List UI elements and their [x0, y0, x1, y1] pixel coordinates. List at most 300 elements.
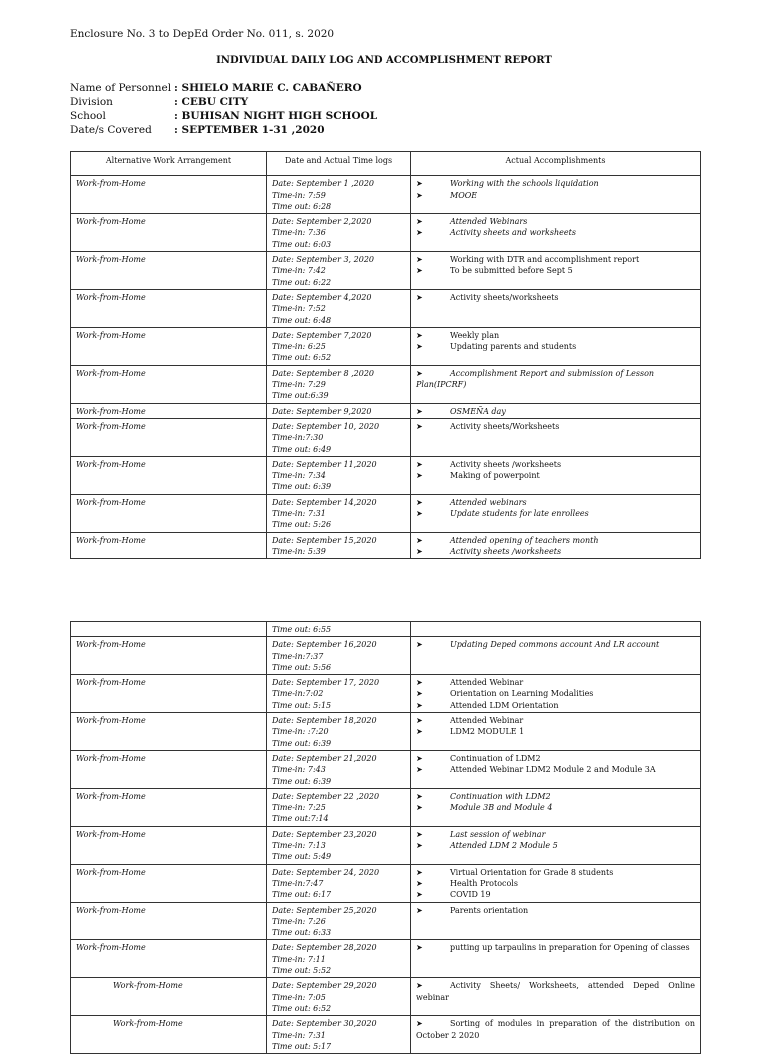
log-date: Date: September 24, 2020 [272, 867, 380, 877]
arrangement-cell [71, 403, 267, 418]
arrangement-cell [71, 418, 267, 456]
log-date: Date: September 30,2020 [272, 1019, 377, 1029]
accomplishment-item [416, 368, 695, 391]
log-date: Date: September 3, 2020 [272, 255, 374, 265]
log-time: Time-in:7:02 [272, 689, 324, 699]
col-header-time-logs: Date and Actual Time logs [267, 152, 411, 176]
log-time: Time out: 6:48 [272, 315, 332, 325]
log-date: Date: September 23,2020 [272, 829, 377, 839]
accomplishment-text: Continuation with LDM2 [450, 791, 551, 801]
log-time: Time out: 6:49 [272, 444, 332, 454]
accomplishment-text: Activity sheets and worksheets [450, 228, 576, 238]
accomplishments-cell [411, 675, 701, 713]
log-date: Date: September 25,2020 [272, 905, 377, 915]
accomplishment-text: To be submitted before Sept 5 [450, 266, 573, 276]
bullet-arrow-icon: ➤ [416, 471, 423, 481]
accomplishment-item [416, 700, 695, 711]
col-header-arrangement: Alternative Work Arrangement [71, 152, 267, 176]
log-time: Time out: 6:22 [272, 277, 332, 287]
arrangement-text: Work-from-Home [76, 640, 146, 650]
log-time: Time out: 5:56 [272, 662, 332, 672]
table-row [71, 456, 701, 494]
time-logs-cell [267, 532, 411, 559]
arrangement-cell [71, 940, 267, 978]
bullet-arrow-icon: ➤ [416, 509, 423, 519]
arrangement-text: Work-from-Home [76, 179, 146, 189]
arrangement-cell [71, 788, 267, 826]
accomplishments-cell [411, 622, 701, 637]
bullet-arrow-icon: ➤ [416, 342, 423, 352]
bullet-arrow-icon: ➤ [416, 678, 423, 688]
division-label: Division [70, 96, 113, 108]
log-date: Date: September 14,2020 [272, 497, 377, 507]
table-row [71, 532, 701, 559]
log-time: Time-in:7:47 [272, 878, 324, 888]
accomplishment-text: Orientation on Learning Modalities [450, 689, 594, 699]
log-time: Time-in: 7:36 [272, 228, 326, 238]
bullet-arrow-icon: ➤ [416, 406, 423, 416]
log-date: Date: September 8 ,2020 [272, 368, 374, 378]
log-time: Time-in: 7:31 [272, 1030, 326, 1040]
arrangement-cell [71, 252, 267, 290]
log-time: Time-in: 7:05 [272, 992, 326, 1002]
personnel-name-row [70, 82, 362, 94]
accomplishment-text: Sorting of modules in preparation of the distribution on October 2 2020 [416, 1019, 695, 1040]
log-time: Time-in: 6:25 [272, 342, 326, 352]
table-row [71, 327, 701, 365]
table-row [71, 214, 701, 252]
time-logs-cell [267, 365, 411, 403]
arrangement-cell [71, 494, 267, 532]
bullet-arrow-icon: ➤ [416, 716, 423, 726]
accomplishment-text: Update students for late enrollees [450, 509, 589, 519]
accomplishments-cell [411, 327, 701, 365]
accomplishment-text: Attended Webinar LDM2 Module 2 and Module 3A [450, 765, 656, 775]
accomplishment-text: Activity sheets /worksheets [450, 459, 562, 469]
accomplishment-item [416, 677, 695, 688]
time-logs-cell [267, 1016, 411, 1054]
log-date: Time out: 6:55 [272, 625, 332, 634]
bullet-arrow-icon: ➤ [416, 689, 423, 699]
school-label: School [70, 110, 106, 122]
log-date: Date: September 1 ,2020 [272, 179, 374, 189]
arrangement-cell [71, 675, 267, 713]
arrangement-text: Work-from-Home [76, 791, 146, 801]
log-time: Time-in: 7:29 [272, 380, 326, 390]
table-row [71, 622, 701, 637]
accomplishment-item [416, 726, 695, 737]
table-row [71, 750, 701, 788]
accomplishment-item [416, 753, 695, 764]
school-row [70, 110, 377, 122]
accomplishment-text: MOOE [450, 190, 478, 200]
table-row [71, 176, 701, 214]
arrangement-cell [71, 365, 267, 403]
accomplishment-item [416, 535, 695, 546]
log-time: Time out:7:14 [272, 814, 329, 824]
accomplishment-item [416, 227, 695, 238]
accomplishment-item [416, 254, 695, 265]
log-time: Time-in: 7:31 [272, 509, 326, 519]
accomplishment-text: Attended Webinar [450, 678, 524, 688]
arrangement-text: Work-from-Home [76, 905, 146, 915]
time-logs-cell [267, 418, 411, 456]
bullet-arrow-icon: ➤ [416, 1019, 423, 1029]
log-date: Date: September 2,2020 [272, 217, 372, 227]
arrangement-cell [71, 826, 267, 864]
table-row [71, 864, 701, 902]
bullet-arrow-icon: ➤ [416, 535, 423, 545]
log-time: Time-in: 7:52 [272, 304, 326, 314]
log-date: Date: September 15,2020 [272, 535, 377, 545]
accomplishments-cell [411, 713, 701, 751]
bullet-arrow-icon: ➤ [416, 190, 423, 200]
log-time: Time-in: 7:34 [272, 471, 326, 481]
accomplishment-item [416, 1018, 695, 1041]
accomplishments-cell [411, 456, 701, 494]
bullet-arrow-icon: ➤ [416, 266, 423, 276]
accomplishment-item [416, 639, 695, 650]
log-time: Time-in: :7:20 [272, 727, 329, 737]
log-date: Date: September 4,2020 [272, 292, 372, 302]
bullet-arrow-icon: ➤ [416, 841, 423, 851]
time-logs-cell [267, 826, 411, 864]
time-logs-cell [267, 940, 411, 978]
time-logs-cell [267, 214, 411, 252]
division-row [70, 96, 248, 108]
bullet-arrow-icon: ➤ [416, 640, 423, 650]
bullet-arrow-icon: ➤ [416, 791, 423, 801]
accomplishments-cell [411, 637, 701, 675]
dates-covered-row [70, 124, 325, 136]
accomplishments-cell [411, 176, 701, 214]
arrangement-text: Work-from-Home [76, 716, 146, 726]
accomplishments-cell [411, 940, 701, 978]
time-logs-cell [267, 456, 411, 494]
table-row [71, 403, 701, 418]
table-row [71, 826, 701, 864]
time-logs-cell [267, 622, 411, 637]
arrangement-cell [71, 176, 267, 214]
time-logs-cell [267, 675, 411, 713]
accomplishments-cell [411, 978, 701, 1016]
log-time: Time out: 6:03 [272, 239, 332, 249]
arrangement-text: Work-from-Home [76, 753, 146, 763]
accomplishment-text: Weekly plan [450, 330, 500, 340]
log-time: Time-in: 7:26 [272, 916, 326, 926]
log-time: Time-in: 7:13 [272, 841, 326, 851]
time-logs-cell [267, 403, 411, 418]
table-row [71, 252, 701, 290]
accomplishment-text: putting up tarpaulins in preparation for Opening of classes [450, 943, 690, 953]
time-logs-cell [267, 252, 411, 290]
log-time: Time out: 6:39 [272, 738, 332, 748]
table-row [71, 713, 701, 751]
log-table-page-1 [70, 151, 701, 559]
log-time: Time out: 6:28 [272, 201, 332, 211]
accomplishment-text: Attended LDM 2 Module 5 [450, 841, 558, 851]
log-time: Time-in: 7:59 [272, 190, 326, 200]
log-date: Date: September 17, 2020 [272, 678, 380, 688]
time-logs-cell [267, 289, 411, 327]
arrangement-text: Work-from-Home [76, 497, 146, 507]
dates-value: : SEPTEMBER 1-31 ,2020 [174, 124, 325, 136]
bullet-arrow-icon: ➤ [416, 765, 423, 775]
bullet-arrow-icon: ➤ [416, 228, 423, 238]
arrangement-text: Work-from-Home [76, 943, 146, 953]
accomplishment-text: Virtual Orientation for Grade 8 students [450, 867, 614, 877]
school-value: : BUHISAN NIGHT HIGH SCHOOL [174, 110, 378, 122]
bullet-arrow-icon: ➤ [416, 459, 423, 469]
accomplishment-text: COVID 19 [450, 890, 491, 900]
arrangement-cell [71, 750, 267, 788]
accomplishments-cell [411, 902, 701, 940]
time-logs-cell [267, 788, 411, 826]
accomplishment-text: Attended Webinar [450, 716, 524, 726]
time-logs-cell [267, 978, 411, 1016]
log-time: Time out: 5:17 [272, 1041, 332, 1051]
log-date: Date: September 18,2020 [272, 716, 377, 726]
arrangement-text: Work-from-Home [76, 459, 146, 469]
arrangement-text: Work-from-Home [76, 292, 146, 302]
table-row [71, 788, 701, 826]
log-time: Time-in: 7:25 [272, 803, 326, 813]
accomplishment-text: Attended LDM Orientation [450, 700, 559, 710]
log-table-body-1 [71, 176, 701, 559]
accomplishments-cell [411, 750, 701, 788]
col-header-accomplishments: Actual Accomplishments [411, 152, 701, 176]
time-logs-cell [267, 176, 411, 214]
accomplishment-text: Module 3B and Module 4 [450, 803, 553, 813]
accomplishment-item [416, 867, 695, 878]
accomplishments-cell [411, 788, 701, 826]
time-logs-cell [267, 494, 411, 532]
accomplishment-text: Activity sheets /worksheets [450, 546, 562, 556]
accomplishment-text: Activity sheets/Worksheets [450, 421, 560, 431]
log-date: Date: September 9,2020 [272, 406, 372, 416]
time-logs-cell [267, 902, 411, 940]
accomplishment-item [416, 688, 695, 699]
table-row [71, 675, 701, 713]
arrangement-cell [71, 902, 267, 940]
arrangement-cell [71, 456, 267, 494]
table-row [71, 494, 701, 532]
bullet-arrow-icon: ➤ [416, 890, 423, 900]
accomplishments-cell [411, 532, 701, 559]
accomplishment-text: Parents orientation [450, 905, 529, 915]
bullet-arrow-icon: ➤ [416, 368, 423, 378]
log-table-body-2 [71, 622, 701, 1054]
accomplishment-item [416, 715, 695, 726]
arrangement-text: Work-from-Home [76, 421, 146, 431]
table-row [71, 365, 701, 403]
log-time: Time out: 6:39 [272, 776, 332, 786]
log-time: Time out: 6:17 [272, 890, 332, 900]
accomplishment-item [416, 802, 695, 813]
arrangement-text: Work-from-Home [76, 368, 146, 378]
accomplishment-item [416, 330, 695, 341]
accomplishment-item [416, 178, 695, 189]
accomplishment-text: Attended opening of teachers month [450, 535, 599, 545]
accomplishment-item [416, 265, 695, 276]
accomplishment-item [416, 508, 695, 519]
accomplishment-text: Health Protocols [450, 878, 518, 888]
bullet-arrow-icon: ➤ [416, 727, 423, 737]
accomplishments-cell [411, 289, 701, 327]
accomplishment-item [416, 406, 695, 417]
bullet-arrow-icon: ➤ [416, 292, 423, 302]
accomplishment-text: Attended webinars [450, 497, 527, 507]
log-date: Date: September 28,2020 [272, 943, 377, 953]
accomplishment-item [416, 190, 695, 201]
accomplishment-item [416, 829, 695, 840]
table-row [71, 1016, 701, 1054]
arrangement-cell [71, 214, 267, 252]
log-date: Date: September 7,2020 [272, 330, 372, 340]
accomplishment-item [416, 292, 695, 303]
accomplishment-item [416, 905, 695, 916]
bullet-arrow-icon: ➤ [416, 878, 423, 888]
arrangement-text: Work-from-Home [76, 406, 146, 416]
log-time: Time out: 5:49 [272, 852, 332, 862]
log-time: Time out: 6:33 [272, 928, 332, 938]
accomplishment-text: Working with DTR and accomplishment report [450, 255, 640, 265]
accomplishment-item [416, 497, 695, 508]
accomplishment-item [416, 421, 695, 432]
arrangement-cell [71, 327, 267, 365]
bullet-arrow-icon: ➤ [416, 497, 423, 507]
log-time: Time out: 5:52 [272, 966, 332, 976]
bullet-arrow-icon: ➤ [416, 330, 423, 340]
table-row [71, 978, 701, 1016]
table-row [71, 902, 701, 940]
log-time: Time out: 5:26 [272, 520, 332, 530]
table-row [71, 940, 701, 978]
log-date: Date: September 16,2020 [272, 640, 377, 650]
arrangement-cell [71, 1016, 267, 1054]
arrangement-cell [71, 289, 267, 327]
arrangement-cell [71, 864, 267, 902]
accomplishment-item [416, 341, 695, 352]
accomplishments-cell [411, 403, 701, 418]
accomplishment-item [416, 889, 695, 900]
accomplishment-item [416, 764, 695, 775]
accomplishment-text: Updating Deped commons account And LR account [450, 640, 660, 650]
log-time: Time out: 6:52 [272, 1003, 332, 1013]
arrangement-text: Work-from-Home [76, 330, 146, 340]
bullet-arrow-icon: ➤ [416, 179, 423, 189]
bullet-arrow-icon: ➤ [416, 829, 423, 839]
arrangement-cell [71, 978, 267, 1016]
accomplishment-text: Accomplishment Report and submission of Lesson Plan(IPCRF) [416, 368, 655, 390]
accomplishment-item [416, 840, 695, 851]
name-value: : SHIELO MARIE C. CABAÑERO [174, 82, 362, 94]
accomplishment-item [416, 791, 695, 802]
division-value: : CEBU CITY [174, 96, 249, 108]
accomplishment-text: Activity sheets/worksheets [450, 292, 559, 302]
log-table-page-2 [70, 621, 701, 1054]
accomplishment-item [416, 942, 695, 953]
accomplishment-text: Updating parents and students [450, 342, 577, 352]
accomplishments-cell [411, 365, 701, 403]
accomplishment-item [416, 216, 695, 227]
accomplishments-cell [411, 1016, 701, 1054]
arrangement-text: Work-from-Home [113, 981, 183, 991]
arrangement-cell [71, 532, 267, 559]
log-date: Date: September 11,2020 [272, 459, 377, 469]
accomplishments-cell [411, 864, 701, 902]
dates-label: Date/s Covered [70, 124, 152, 136]
table-header-row [71, 152, 701, 176]
bullet-arrow-icon: ➤ [416, 753, 423, 763]
log-time: Time-in: 5:39 [272, 546, 326, 556]
accomplishment-text: Working with the schools liquidation [450, 179, 599, 189]
table-row [71, 637, 701, 675]
accomplishment-text: Last session of webinar [450, 829, 546, 839]
bullet-arrow-icon: ➤ [416, 255, 423, 265]
enclosure-note: Enclosure No. 3 to DepEd Order No. 011, s. 2020 [70, 28, 335, 40]
arrangement-text: Work-from-Home [76, 217, 146, 227]
bullet-arrow-icon: ➤ [416, 546, 423, 556]
log-time: Time-in: 7:43 [272, 765, 326, 775]
table-row [71, 289, 701, 327]
accomplishment-text: Attended Webinars [450, 217, 528, 227]
bullet-arrow-icon: ➤ [416, 803, 423, 813]
accomplishment-text: Making of powerpoint [450, 471, 540, 481]
time-logs-cell [267, 864, 411, 902]
bullet-arrow-icon: ➤ [416, 421, 423, 431]
bullet-arrow-icon: ➤ [416, 905, 423, 915]
accomplishment-text: Activity Sheets/ Worksheets, attended Deped Online webinar [416, 981, 695, 1002]
log-date: Date: September 22 ,2020 [272, 791, 380, 801]
report-title: INDIVIDUAL DAILY LOG AND ACCOMPLISHMENT REPORT [216, 55, 552, 66]
arrangement-text: Work-from-Home [76, 535, 146, 545]
log-time: Time out: 6:39 [272, 482, 332, 492]
bullet-arrow-icon: ➤ [416, 700, 423, 710]
log-time: Time out: 6:52 [272, 353, 332, 363]
log-time: Time out: 5:15 [272, 700, 332, 710]
accomplishment-item [416, 470, 695, 481]
bullet-arrow-icon: ➤ [416, 981, 423, 991]
accomplishment-item [416, 459, 695, 470]
log-date: Date: September 10, 2020 [272, 421, 380, 431]
name-label: Name of Personnel [70, 82, 172, 94]
arrangement-text: Work-from-Home [76, 867, 146, 877]
accomplishment-text: OSMEÑA day [450, 406, 506, 416]
accomplishment-item [416, 878, 695, 889]
accomplishments-cell [411, 252, 701, 290]
log-time: Time out:6:39 [272, 391, 329, 401]
accomplishment-text: Continuation of LDM2 [450, 753, 541, 763]
arrangement-cell [71, 622, 267, 637]
arrangement-text: Work-from-Home [76, 678, 146, 688]
accomplishment-text: LDM2 MODULE 1 [450, 727, 525, 737]
log-time: Time-in: 7:11 [272, 954, 326, 964]
arrangement-cell [71, 637, 267, 675]
accomplishment-item [416, 546, 695, 557]
arrangement-text: Work-from-Home [113, 1019, 183, 1029]
log-time: Time-in:7:30 [272, 433, 324, 443]
log-time: Time-in: 7:42 [272, 266, 326, 276]
log-date: Date: September 29,2020 [272, 981, 377, 991]
log-date: Date: September 21,2020 [272, 753, 377, 763]
accomplishments-cell [411, 826, 701, 864]
arrangement-text: Work-from-Home [76, 255, 146, 265]
time-logs-cell [267, 750, 411, 788]
accomplishments-cell [411, 494, 701, 532]
arrangement-cell [71, 713, 267, 751]
time-logs-cell [267, 637, 411, 675]
